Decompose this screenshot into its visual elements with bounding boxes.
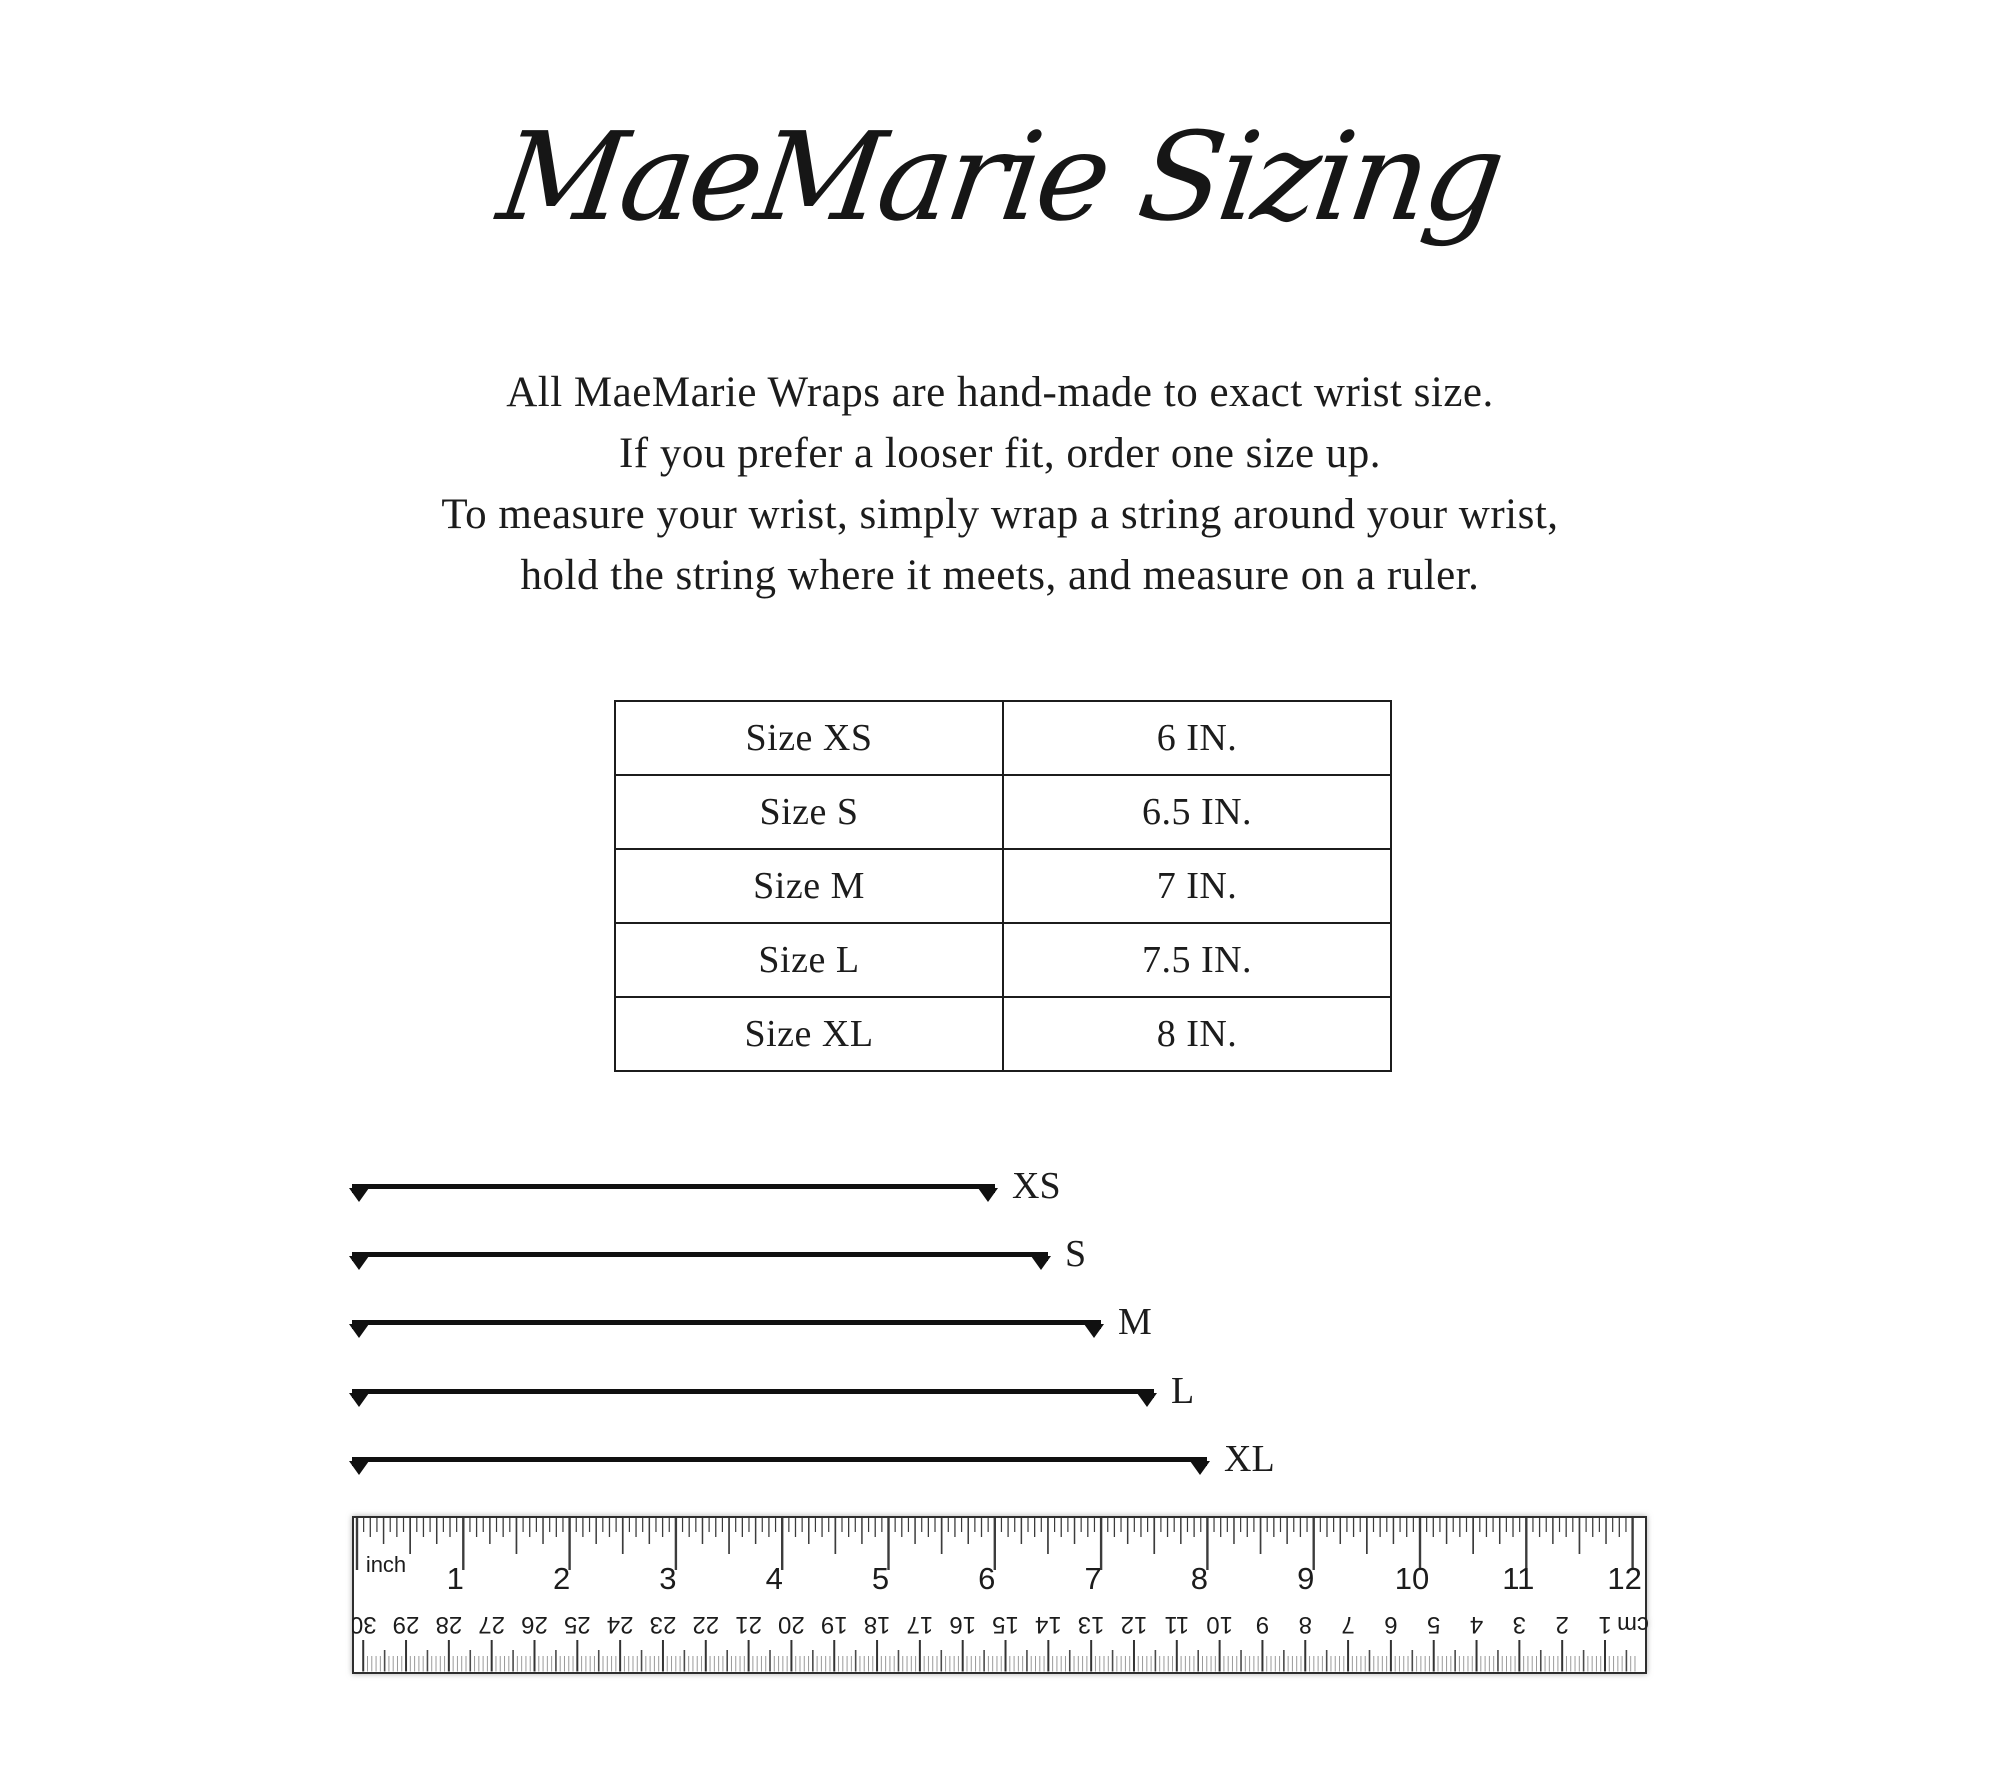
cm-number: 25: [563, 1611, 591, 1638]
down-arrowhead-icon: [1031, 1256, 1051, 1270]
inch-number: 12: [1607, 1561, 1642, 1596]
cm-number: 13: [1077, 1611, 1105, 1638]
inch-unit-label: inch: [365, 1552, 407, 1577]
cm-number: 19: [820, 1611, 848, 1638]
cm-number: 6: [1384, 1611, 1398, 1638]
cm-number: 4: [1469, 1611, 1484, 1638]
ruler-graphic: [352, 1515, 1648, 1677]
cm-number: 11: [1164, 1611, 1190, 1638]
size-arrow-label: L: [1171, 1369, 1195, 1412]
intro-line-1: All MaeMarie Wraps are hand-made to exact wrist size.: [506, 369, 1494, 416]
inch-number: 3: [659, 1561, 677, 1596]
cm-number: 22: [692, 1611, 720, 1638]
inch-number: 9: [1297, 1561, 1315, 1596]
cm-number: 15: [992, 1611, 1019, 1638]
cm-number: 18: [863, 1611, 891, 1638]
size-arrow-xs: [352, 1164, 1061, 1207]
down-arrowhead-icon: [349, 1188, 369, 1202]
page-title: MaeMarie Sizing: [490, 106, 1510, 248]
cm-number: 20: [778, 1611, 805, 1638]
inch-number: 5: [871, 1561, 890, 1596]
measurement-cell: 7.5 IN.: [1003, 923, 1391, 997]
cm-number: 24: [606, 1611, 634, 1638]
size-cell: Size XL: [615, 997, 1003, 1071]
cm-number: 16: [949, 1611, 977, 1638]
size-cell: Size L: [615, 923, 1003, 997]
measurement-cell: 7 IN.: [1003, 849, 1391, 923]
cm-number: 26: [521, 1611, 548, 1638]
cm-number: 8: [1298, 1611, 1312, 1638]
down-arrowhead-icon: [349, 1393, 369, 1407]
size-arrow-s: [352, 1232, 1087, 1275]
inch-number: 6: [978, 1561, 996, 1596]
down-arrowhead-icon: [1084, 1324, 1104, 1338]
size-arrow-l: [352, 1369, 1195, 1412]
cm-number: 28: [435, 1611, 463, 1638]
table-row: [615, 775, 1391, 849]
cm-number: 5: [1427, 1611, 1441, 1638]
size-cell: Size M: [615, 849, 1003, 923]
cm-number: 9: [1255, 1611, 1270, 1638]
table-row: [615, 997, 1391, 1071]
size-arrow-xl: [352, 1437, 1275, 1480]
cm-unit-label: cm: [1617, 1611, 1648, 1638]
size-table: [614, 700, 1392, 1072]
cm-number: 21: [735, 1611, 762, 1638]
cm-number: 14: [1034, 1611, 1062, 1638]
cm-number: 7: [1341, 1611, 1355, 1638]
inch-number: 8: [1190, 1561, 1209, 1596]
measurement-cell: 6 IN.: [1003, 701, 1391, 775]
down-arrowhead-icon: [349, 1324, 369, 1338]
cm-number: 29: [392, 1611, 420, 1638]
intro-line-3: To measure your wrist, simply wrap a string around your wrist,: [441, 491, 1559, 538]
size-ruler: [352, 1515, 1648, 1677]
inch-number: 7: [1084, 1561, 1102, 1596]
size-arrow-label: XS: [1012, 1164, 1061, 1207]
inch-number: 10: [1394, 1561, 1430, 1596]
down-arrowhead-icon: [349, 1461, 369, 1475]
table-row: [615, 701, 1391, 775]
cm-number: 12: [1120, 1611, 1148, 1638]
table-row: [615, 923, 1391, 997]
measurement-cell: 8 IN.: [1003, 997, 1391, 1071]
inch-number: 11: [1502, 1561, 1535, 1596]
cm-number: 2: [1555, 1611, 1569, 1638]
cm-number: 17: [906, 1611, 934, 1638]
table-row: [615, 849, 1391, 923]
cm-number: 10: [1206, 1611, 1233, 1638]
size-cell: Size XS: [615, 701, 1003, 775]
cm-number: 30: [352, 1611, 377, 1638]
inch-number: 1: [446, 1561, 464, 1596]
ruler-body: [353, 1517, 1646, 1673]
intro-line-4: hold the string where it meets, and measure on a ruler.: [520, 552, 1480, 599]
down-arrowhead-icon: [349, 1256, 369, 1270]
measurement-cell: 6.5 IN.: [1003, 775, 1391, 849]
size-arrow-label: XL: [1224, 1437, 1275, 1480]
intro-text: [0, 362, 2000, 606]
down-arrowhead-icon: [1137, 1393, 1157, 1407]
intro-line-2: If you prefer a looser fit, order one size up.: [618, 430, 1382, 477]
cm-number: 1: [1598, 1611, 1612, 1638]
cm-number: 23: [649, 1611, 677, 1638]
down-arrowhead-icon: [978, 1188, 998, 1202]
size-cell: Size S: [615, 775, 1003, 849]
cm-number: 27: [478, 1611, 506, 1638]
inch-number: 4: [765, 1561, 783, 1596]
down-arrowhead-icon: [1190, 1461, 1210, 1475]
size-arrow-label: S: [1065, 1232, 1087, 1275]
cm-number: 3: [1512, 1611, 1527, 1638]
size-arrow-label: M: [1118, 1300, 1152, 1343]
inch-number: 2: [552, 1561, 571, 1596]
size-arrow-m: [352, 1300, 1152, 1343]
